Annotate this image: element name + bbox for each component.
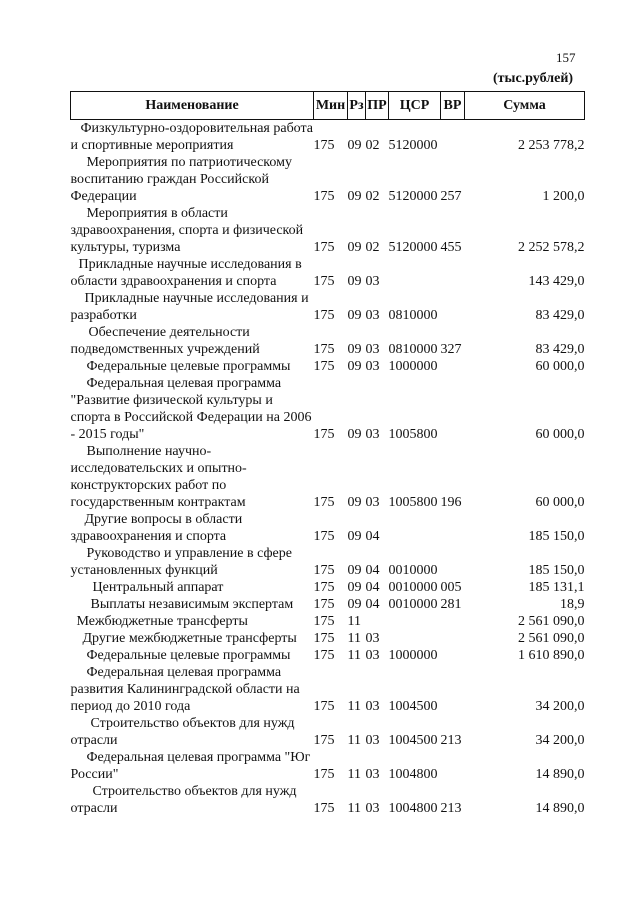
row-min: 175	[313, 495, 335, 510]
row-name-text: Федеральные целевые программы	[86, 648, 291, 663]
row-vr: 005	[440, 580, 462, 595]
row-name	[71, 579, 314, 596]
row-min: 175	[313, 427, 335, 442]
row-name-text: Строительство объектов для нужд отрасли	[70, 784, 297, 816]
row-pr: 02	[365, 189, 380, 204]
row-name-text: Прикладные научные исследования и разработки	[70, 291, 309, 323]
row-sum: 185 150,0	[528, 563, 585, 578]
row-min: 175	[313, 274, 335, 289]
row-pr: 03	[365, 274, 380, 289]
row-name	[71, 375, 314, 443]
row-csr: 1004500	[388, 733, 438, 748]
row-name-text: Обеспечение деятельности подведомственных учреждений	[70, 325, 260, 357]
row-pr: 04	[365, 529, 380, 544]
row-pr: 03	[365, 733, 380, 748]
row-rz: 09	[347, 563, 362, 578]
table-row	[71, 120, 585, 155]
row-csr: 0810000	[388, 308, 438, 323]
row-min: 175	[313, 648, 335, 663]
row-csr: 5120000	[388, 189, 438, 204]
row-pr: 02	[365, 138, 380, 153]
row-sum: 185 131,1	[528, 580, 585, 595]
row-name-text: Мероприятия в области здравоохранения, спорта и физической культуры, туризма	[70, 206, 304, 255]
row-name-text: Федеральная целевая программа развития Калининградской области на период до 2010 года	[70, 665, 300, 714]
table-row	[71, 545, 585, 579]
row-name-text: Федеральная целевая программа "Юг России"	[70, 750, 311, 782]
row-name	[71, 290, 314, 324]
row-sum: 18,9	[560, 597, 585, 612]
row-sum: 83 429,0	[535, 342, 585, 357]
row-sum: 14 890,0	[535, 767, 585, 782]
row-rz: 09	[347, 342, 362, 357]
table-row	[71, 596, 585, 613]
row-rz: 11	[347, 733, 361, 748]
row-rz: 11	[347, 767, 361, 782]
budget-table	[70, 91, 585, 817]
row-csr	[389, 613, 441, 630]
row-name-text: Центральный аппарат	[92, 580, 224, 595]
row-min: 175	[313, 597, 335, 612]
row-min: 175	[313, 138, 335, 153]
row-csr: 1005800	[388, 427, 438, 442]
row-vr	[441, 290, 465, 324]
header-pr: ПР	[366, 92, 389, 120]
row-name-text: Другие вопросы в области здравоохранения и спорта	[70, 512, 243, 544]
row-min: 175	[313, 733, 335, 748]
header-vr: ВР	[441, 92, 465, 120]
row-vr	[441, 511, 465, 545]
row-min: 175	[313, 631, 335, 646]
row-name-text: Строительство объектов для нужд отрасли	[70, 716, 295, 748]
row-pr: 03	[365, 495, 380, 510]
row-sum: 1 200,0	[542, 189, 585, 204]
row-sum: 2 252 578,2	[518, 240, 585, 255]
row-pr: 03	[365, 342, 380, 357]
row-sum: 2 253 778,2	[518, 138, 585, 153]
row-pr: 04	[365, 563, 380, 578]
row-csr: 0010000	[388, 580, 438, 595]
row-name-text: Руководство и управление в сфере установленных функций	[70, 546, 292, 578]
row-name	[71, 511, 314, 545]
table-row	[71, 290, 585, 324]
row-sum: 1 610 890,0	[518, 648, 585, 663]
row-vr	[441, 358, 465, 375]
row-min: 175	[313, 308, 335, 323]
row-vr	[441, 375, 465, 443]
row-sum: 14 890,0	[535, 801, 585, 816]
row-rz: 11	[347, 631, 361, 646]
row-name-text: Федеральные целевые программы	[86, 359, 291, 374]
row-sum: 2 561 090,0	[518, 614, 585, 629]
row-name-text: Межбюджетные трансферты	[76, 614, 248, 629]
row-rz: 09	[347, 189, 362, 204]
row-sum: 143 429,0	[528, 274, 585, 289]
row-name-text: Физкультурно-оздоровительная работа и спортивные мероприятия	[70, 121, 314, 153]
row-name	[71, 120, 314, 155]
row-pr: 03	[365, 648, 380, 663]
row-csr: 0810000	[388, 342, 438, 357]
row-vr	[441, 647, 465, 664]
row-min: 175	[313, 189, 335, 204]
table-row	[71, 749, 585, 783]
row-name	[71, 749, 314, 783]
header-name: Наименование	[71, 92, 314, 120]
table-row	[71, 324, 585, 358]
row-name	[71, 545, 314, 579]
table-row	[71, 715, 585, 749]
row-vr	[441, 613, 465, 630]
row-csr: 1000000	[388, 359, 438, 374]
row-rz: 09	[347, 495, 362, 510]
row-min: 175	[313, 801, 335, 816]
row-csr: 1004800	[388, 801, 438, 816]
table-row	[71, 443, 585, 511]
table-row	[71, 664, 585, 715]
row-rz: 09	[347, 308, 362, 323]
row-name	[71, 324, 314, 358]
units-label: (тыс.рублей)	[493, 71, 574, 86]
row-min: 175	[313, 614, 335, 629]
row-name	[71, 664, 314, 715]
row-name-text: Выплаты независимым экспертам	[90, 597, 294, 612]
row-pr: 03	[365, 767, 380, 782]
row-name	[71, 783, 314, 817]
row-min: 175	[313, 529, 335, 544]
row-sum: 60 000,0	[535, 495, 585, 510]
row-pr: 02	[365, 240, 380, 255]
row-csr: 0010000	[388, 597, 438, 612]
row-rz: 09	[347, 580, 362, 595]
row-vr: 257	[440, 189, 462, 204]
row-name	[71, 647, 314, 664]
table-row	[71, 205, 585, 256]
row-rz: 09	[347, 274, 362, 289]
row-name-text: Федеральная целевая программа "Развитие физической культуры и спорта в Российской Федерации на 2006 - 2015 годы"	[70, 376, 312, 442]
row-pr: 03	[365, 631, 380, 646]
row-min: 175	[313, 699, 335, 714]
row-sum: 34 200,0	[535, 699, 585, 714]
table-row	[71, 647, 585, 664]
row-csr: 0010000	[388, 563, 438, 578]
row-name-text: Другие межбюджетные трансферты	[82, 631, 297, 646]
table-row	[71, 358, 585, 375]
row-vr	[441, 545, 465, 579]
header-sum: Сумма	[465, 92, 585, 120]
row-rz: 09	[347, 359, 362, 374]
row-rz: 11	[347, 801, 361, 816]
row-name	[71, 613, 314, 630]
row-csr	[389, 630, 441, 647]
row-sum: 185 150,0	[528, 529, 585, 544]
row-sum: 83 429,0	[535, 308, 585, 323]
row-name	[71, 630, 314, 647]
row-sum: 60 000,0	[535, 427, 585, 442]
row-vr: 327	[440, 342, 462, 357]
row-min: 175	[313, 240, 335, 255]
row-rz: 09	[347, 427, 362, 442]
row-name	[71, 358, 314, 375]
header-csr: ЦСР	[389, 92, 441, 120]
row-name	[71, 205, 314, 256]
row-vr	[441, 664, 465, 715]
row-name-text: Мероприятия по патриотическому воспитанию граждан Российской Федерации	[70, 155, 292, 204]
row-name	[71, 443, 314, 511]
row-rz: 09	[347, 138, 362, 153]
table-header-row	[71, 92, 585, 120]
row-rz: 09	[347, 240, 362, 255]
row-pr: 03	[365, 801, 380, 816]
row-rz: 11	[347, 614, 361, 629]
row-vr	[441, 120, 465, 155]
row-rz: 11	[347, 699, 361, 714]
row-csr	[389, 256, 441, 290]
row-name-text: Прикладные научные исследования в области здравоохранения и спорта	[70, 257, 302, 289]
row-csr: 1000000	[388, 648, 438, 663]
table-row	[71, 256, 585, 290]
row-sum: 2 561 090,0	[518, 631, 585, 646]
table-row	[71, 375, 585, 443]
row-csr: 5120000	[388, 138, 438, 153]
row-pr: 03	[365, 308, 380, 323]
row-name	[71, 596, 314, 613]
row-rz: 09	[347, 529, 362, 544]
row-vr: 196	[440, 495, 462, 510]
row-pr: 03	[365, 359, 380, 374]
page-number: 157	[556, 50, 576, 65]
row-csr: 1005800	[388, 495, 438, 510]
row-min: 175	[313, 767, 335, 782]
row-vr: 455	[440, 240, 462, 255]
row-sum: 60 000,0	[535, 359, 585, 374]
row-pr: 04	[365, 597, 380, 612]
row-name	[71, 715, 314, 749]
row-min: 175	[313, 563, 335, 578]
row-pr	[366, 613, 389, 630]
table-row	[71, 630, 585, 647]
table-row	[71, 613, 585, 630]
row-pr: 03	[365, 699, 380, 714]
table-row	[71, 579, 585, 596]
table-row	[71, 511, 585, 545]
row-vr	[441, 630, 465, 647]
row-rz: 09	[347, 597, 362, 612]
row-name	[71, 154, 314, 205]
row-name	[71, 256, 314, 290]
row-min: 175	[313, 580, 335, 595]
row-csr: 1004800	[388, 767, 438, 782]
row-csr	[389, 511, 441, 545]
header-min: Мин	[314, 92, 348, 120]
row-pr: 03	[365, 427, 380, 442]
row-vr: 213	[440, 801, 462, 816]
row-min: 175	[313, 359, 335, 374]
row-vr	[441, 256, 465, 290]
row-min: 175	[313, 342, 335, 357]
row-vr: 213	[440, 733, 462, 748]
row-csr: 1004500	[388, 699, 438, 714]
row-rz: 11	[347, 648, 361, 663]
row-pr: 04	[365, 580, 380, 595]
row-csr: 5120000	[388, 240, 438, 255]
header-rz: Рз	[348, 92, 366, 120]
table-row	[71, 783, 585, 817]
row-vr: 281	[440, 597, 462, 612]
row-vr	[441, 749, 465, 783]
row-name-text: Выполнение научно-исследовательских и опытно-конструкторских работ по государственным контрактам	[70, 444, 247, 510]
row-sum: 34 200,0	[535, 733, 585, 748]
table-row	[71, 154, 585, 205]
